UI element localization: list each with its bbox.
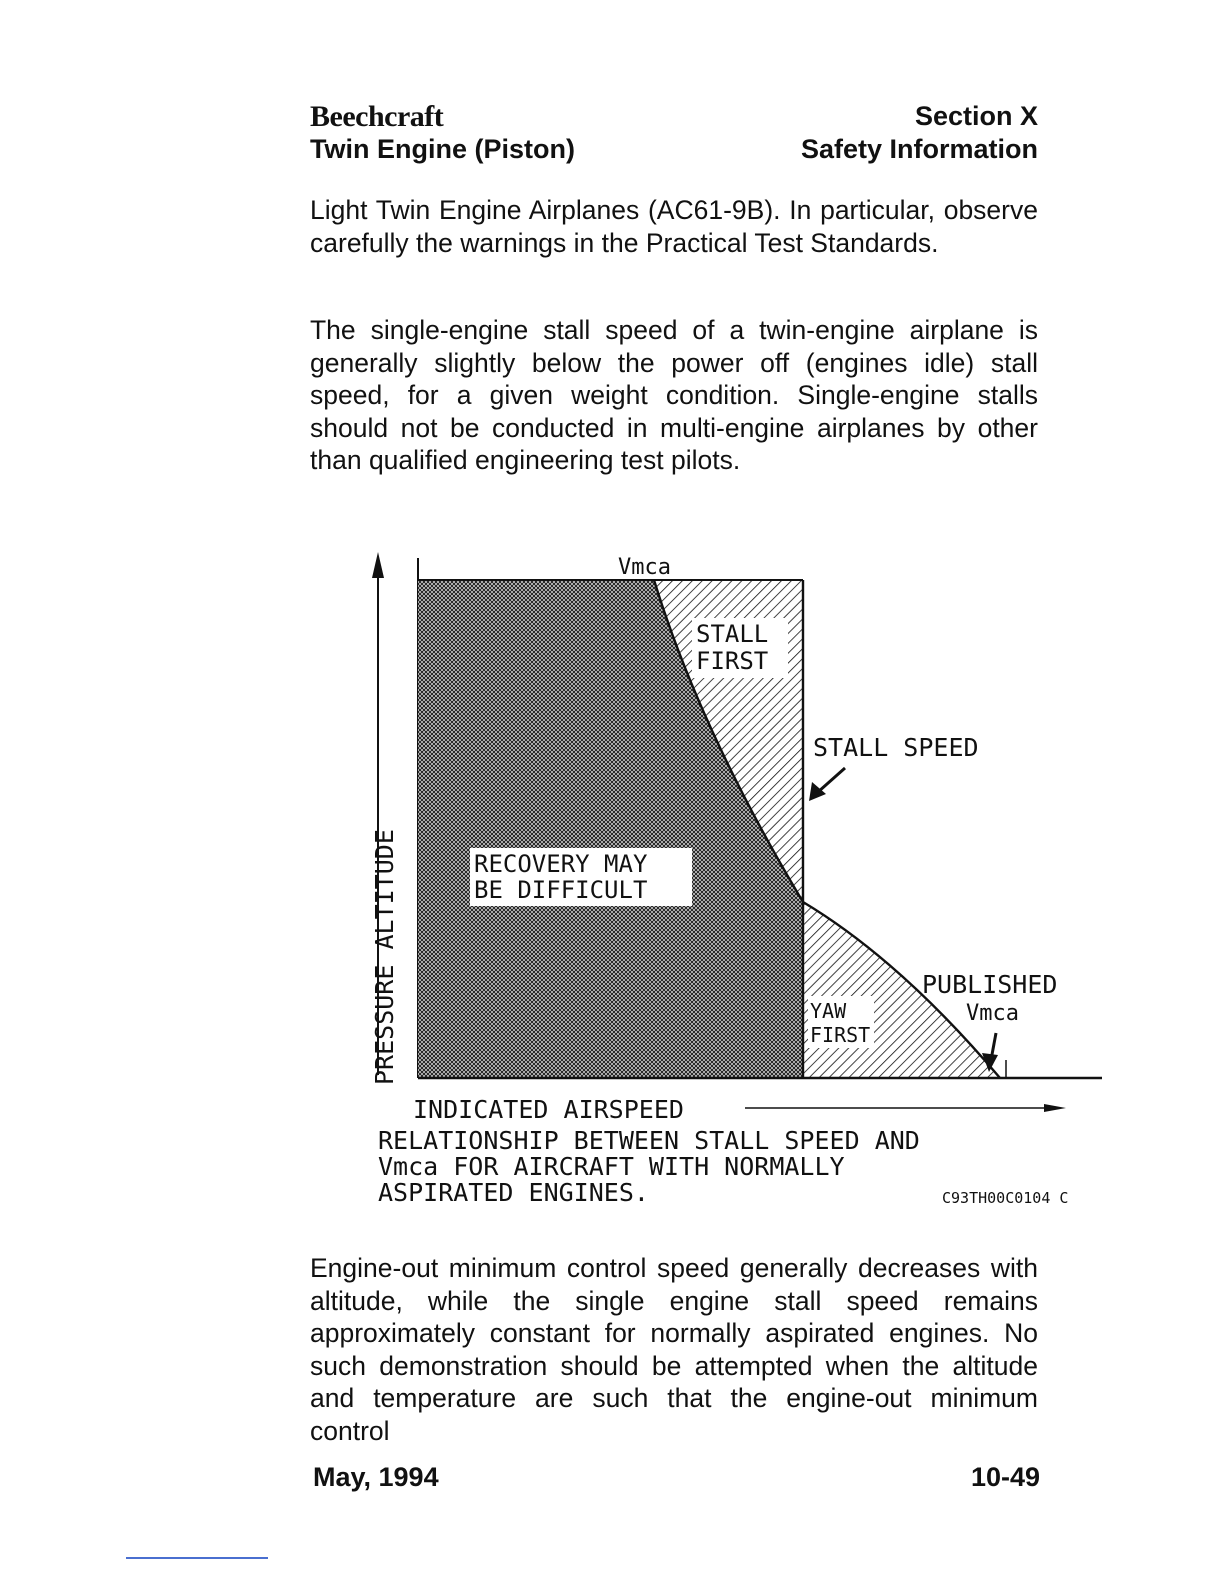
paragraph-3: Engine-out minimum control speed generally decreases with altitude, while the single engine stall speed remains approximately constant for normally aspirated engines. No such demonstration should be attempted when the altitude and temperature are such that the engine-out minimum control xyxy=(310,1253,1038,1446)
header-left xyxy=(310,100,575,166)
x-axis-arrowhead xyxy=(1044,1104,1066,1112)
brand-logo: Beechcraft xyxy=(310,100,444,133)
recovery-line-2: BE DIFFICULT xyxy=(474,876,648,904)
caption-line-1: RELATIONSHIP BETWEEN STALL SPEED AND xyxy=(378,1126,920,1155)
caption-line-2: Vmca FOR AIRCRAFT WITH NORMALLY xyxy=(378,1152,845,1181)
stall-first-line-2: FIRST xyxy=(696,647,769,675)
published-vmca-line-2: Vmca xyxy=(966,1001,1019,1026)
published-vmca-line-1: PUBLISHED xyxy=(922,970,1058,999)
stall-first-line-1: STALL xyxy=(696,620,769,648)
x-axis-label: INDICATED AIRSPEED xyxy=(413,1095,684,1124)
footer-date: May, 1994 xyxy=(313,1462,439,1492)
stall-speed-arrow-shaft xyxy=(818,768,845,792)
caption-line-3: ASPIRATED ENGINES. xyxy=(378,1178,649,1207)
stall-vmca-figure xyxy=(0,530,1224,1270)
paragraph-1: Light Twin Engine Airplanes (AC61-9B). In particular, observe carefully the warnings in the Practical Test Standards. xyxy=(310,195,1038,258)
figure-code: C93TH00C0104 C xyxy=(942,1189,1069,1207)
yaw-first-line-1: YAW xyxy=(810,999,847,1023)
y-axis-arrowhead xyxy=(372,552,384,578)
yaw-first-line-2: FIRST xyxy=(810,1023,871,1047)
footer-page-number: 10-49 xyxy=(970,1462,1040,1492)
stall-speed-label: STALL SPEED xyxy=(813,733,979,762)
recovery-line-1: RECOVERY MAY xyxy=(474,850,648,878)
bottom-left-rule xyxy=(126,1557,268,1559)
paragraph-2: The single-engine stall speed of a twin-engine airplane is generally slightly below the power off (engines idle) stall speed, for a given weight condition. Single-engine stalls should not be conducted in multi-engine airplanes by other than qualified engineering test pilots. xyxy=(310,315,1038,475)
section-number: Section X xyxy=(914,101,1038,131)
vmca-top-label: Vmca xyxy=(618,555,671,580)
y-axis-label: PRESSURE ALTITUDE xyxy=(370,829,399,1085)
aircraft-model: Twin Engine (Piston) xyxy=(310,134,575,164)
stall-speed-arrowhead xyxy=(809,782,826,801)
section-title: Safety Information xyxy=(800,134,1038,164)
header-right xyxy=(801,100,1038,166)
